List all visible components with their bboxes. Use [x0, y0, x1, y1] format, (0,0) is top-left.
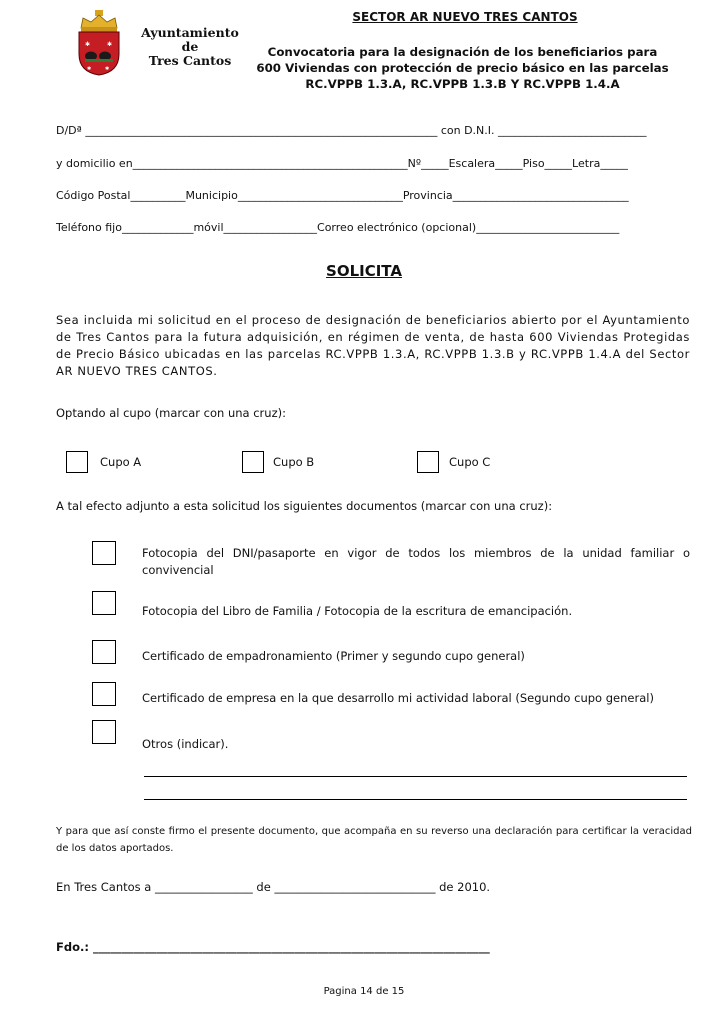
cupo-a-checkbox[interactable]: [66, 451, 88, 473]
date-line[interactable]: En Tres Cantos a _________________ de ____________________________ de 2010.: [56, 880, 491, 894]
document-label: Fotocopia del DNI/pasaporte en vigor de todos los miembros de la unidad familiar o convivencial: [142, 546, 690, 577]
cupo-b-label: Cupo B: [273, 455, 315, 469]
cupo-c-label: Cupo C: [449, 455, 491, 469]
municipality-name: [140, 26, 240, 68]
svg-text:✱: ✱: [107, 41, 113, 48]
closing-statement: Y para que así conste firmo el presente documento, que acompaña en su reverso una declaración para certificar la veracidad de los datos aportados.: [56, 826, 692, 854]
municipality-line: Ayuntamiento: [141, 25, 239, 40]
other-documents-line[interactable]: [144, 799, 687, 800]
crown-icon: [81, 10, 117, 32]
svg-text:✱: ✱: [105, 66, 110, 72]
document-checkbox[interactable]: [92, 682, 116, 706]
document-checkbox[interactable]: [92, 541, 116, 565]
address-field[interactable]: y domicilio en__________________________________________________Nº_____Escalera_____Piso_____Letra_____: [56, 157, 628, 170]
coat-of-arms-icon: [73, 10, 125, 76]
convocatoria-line: Convocatoria para la designación de los beneficiarios para: [267, 45, 658, 59]
other-documents-line[interactable]: [144, 776, 687, 777]
name-dni-field[interactable]: D/Dª ________________________________________________________________ con D.N.I. ___________________________: [56, 124, 647, 137]
document-checkbox[interactable]: [92, 591, 116, 615]
convocatoria-line: RC.VPPB 1.3.A, RC.VPPB 1.3.B Y RC.VPPB 1.4.A: [305, 77, 620, 91]
cupo-prompt: Optando al cupo (marcar con una cruz):: [56, 406, 286, 420]
svg-text:✱: ✱: [85, 41, 91, 48]
document-label: Certificado de empresa en la que desarrollo mi actividad laboral (Segundo cupo general): [142, 691, 654, 705]
postal-municipio-provincia-field[interactable]: Código Postal__________Municipio______________________________Provincia________________________________: [56, 189, 629, 202]
municipality-line: de: [181, 39, 199, 54]
sector-title: SECTOR AR NUEVO TRES CANTOS: [352, 10, 578, 24]
document-checkbox[interactable]: [92, 640, 116, 664]
document-label: Certificado de empadronamiento (Primer y segundo cupo general): [142, 649, 525, 663]
request-paragraph: Sea incluida mi solicitud en el proceso de designación de beneficiarios abierto por el Ayuntamiento de Tres Cantos para la futura adquisición, en régimen de venta, de hasta 600 Viviendas Protegidas de Precio Básico ubicadas en las parcelas RC.VPPB 1.3.A, RC.VPPB 1.3.B y RC.VPPB 1.4.A del Sector AR NUEVO TRES CANTOS.: [56, 313, 690, 378]
cupo-b-checkbox[interactable]: [242, 451, 264, 473]
page-number: Pagina 14 de 15: [323, 986, 405, 997]
municipality-line: Tres Cantos: [148, 53, 232, 68]
documents-prompt: A tal efecto adjunto a esta solicitud los siguientes documentos (marcar con una cruz):: [56, 499, 553, 513]
convocatoria-line: 600 Viviendas con protección de precio básico en las parcelas: [256, 61, 669, 75]
document-label: Otros (indicar).: [142, 737, 229, 751]
cupo-c-checkbox[interactable]: [417, 451, 439, 473]
cupo-a-label: Cupo A: [100, 455, 142, 469]
phone-email-field[interactable]: Teléfono fijo_____________móvil_________________Correo electrónico (opcional)__________________________: [56, 221, 620, 234]
convocatoria-title: [240, 44, 685, 92]
document-checkbox[interactable]: [92, 720, 116, 744]
solicita-heading: SOLICITA: [326, 262, 402, 280]
svg-text:✱: ✱: [87, 66, 92, 72]
signature-line[interactable]: Fdo.: _____________________________________________________________________: [56, 940, 490, 954]
document-label: Fotocopia del Libro de Familia / Fotocopia de la escritura de emancipación.: [142, 604, 573, 618]
